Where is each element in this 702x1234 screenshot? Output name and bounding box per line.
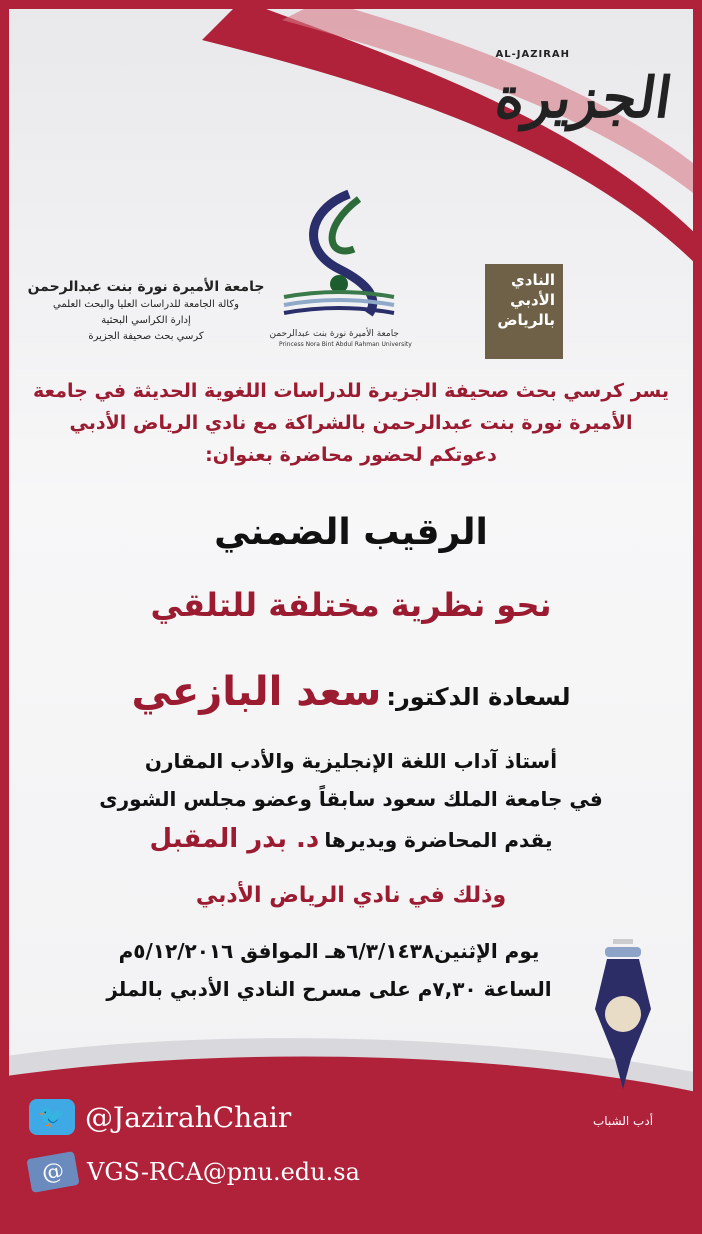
club-l3: بالرياض — [497, 311, 555, 329]
time-line: الساعة ٧,٣٠م على مسرح النادي الأدبي بالملز — [106, 977, 552, 1001]
decorative-swoosh — [202, 0, 702, 270]
riyadh-literary-club-logo — [485, 264, 563, 359]
pnu-logo-caption-ar: جامعة الأميرة نورة بنت عبدالرحمن — [269, 329, 399, 339]
moderator-prefix: يقدم المحاضرة ويديرها — [324, 828, 553, 852]
club-l1: النادي — [511, 271, 555, 289]
twitter-handle[interactable]: @JazirahChair — [85, 1100, 292, 1134]
twitter-contact[interactable] — [29, 1099, 291, 1135]
pnu-name: جامعة الأميرة نورة بنت عبدالرحمن — [27, 279, 265, 295]
pnu-logo — [269, 189, 412, 349]
pnu-line2: وكالة الجامعة للدراسات العليا والبحث العلمي — [53, 299, 239, 310]
intro-line: دعوتكم لحضور محاضرة بعنوان: — [205, 444, 497, 466]
pnu-emblem-icon — [279, 189, 399, 324]
moderator-line — [9, 821, 693, 860]
bio-line: في جامعة الملك سعود سابقاً وعضو مجلس الشورى — [99, 787, 603, 811]
pnu-line4: كرسي بحث صحيفة الجزيرة — [88, 331, 204, 342]
pnu-line3: إدارة الكراسي البحثية — [101, 315, 191, 326]
lecture-title: الرقيب الضمني — [214, 512, 488, 553]
bio-line: أستاذ آداب اللغة الإنجليزية والأدب المقارن — [144, 749, 558, 773]
email-address[interactable]: VGS-RCA@pnu.edu.sa — [87, 1158, 360, 1186]
intro-line: يسر كرسي بحث صحيفة الجزيرة للدراسات اللغوية الحديثة في جامعة — [32, 380, 670, 402]
speaker-name: سعد البازعي — [131, 669, 382, 715]
adab-alshabab-logo — [583, 939, 663, 1129]
fountain-pen-icon — [593, 939, 653, 1109]
intro-line: الأميرة نورة بنت عبدالرحمن بالشراكة مع نادي الرياض الأدبي — [69, 412, 633, 434]
masthead-ar: الجزيرة — [490, 65, 676, 131]
speaker-line — [9, 665, 693, 727]
pen-logo-caption: أدب الشباب — [592, 1114, 654, 1128]
email-icon: @ — [26, 1151, 79, 1193]
lecture-subtitle: نحو نظرية مختلفة للتلقي — [150, 586, 552, 624]
jazirah-masthead-logo — [490, 49, 676, 131]
twitter-icon: 🐦 — [29, 1099, 75, 1135]
moderator-name: د. بدر المقبل — [149, 824, 320, 854]
speaker-bio — [9, 742, 693, 818]
venue-line: وذلك في نادي الرياض الأدبي — [195, 883, 507, 908]
email-contact[interactable] — [29, 1155, 360, 1189]
date-line: يوم الإثنين٦/٣/١٤٣٨هـ الموافق ٥/١٢/٢٠١٦م — [118, 939, 540, 963]
masthead-en: AL-JAZIRAH — [495, 49, 571, 60]
pnu-text-block — [23, 277, 269, 345]
speaker-prefix: لسعادة الدكتور: — [386, 683, 571, 711]
club-l2: الأدبي — [510, 291, 555, 309]
intro-text — [9, 375, 693, 471]
pnu-logo-caption-en: Princess Nora Bint Abdul Rahman University — [279, 341, 412, 348]
